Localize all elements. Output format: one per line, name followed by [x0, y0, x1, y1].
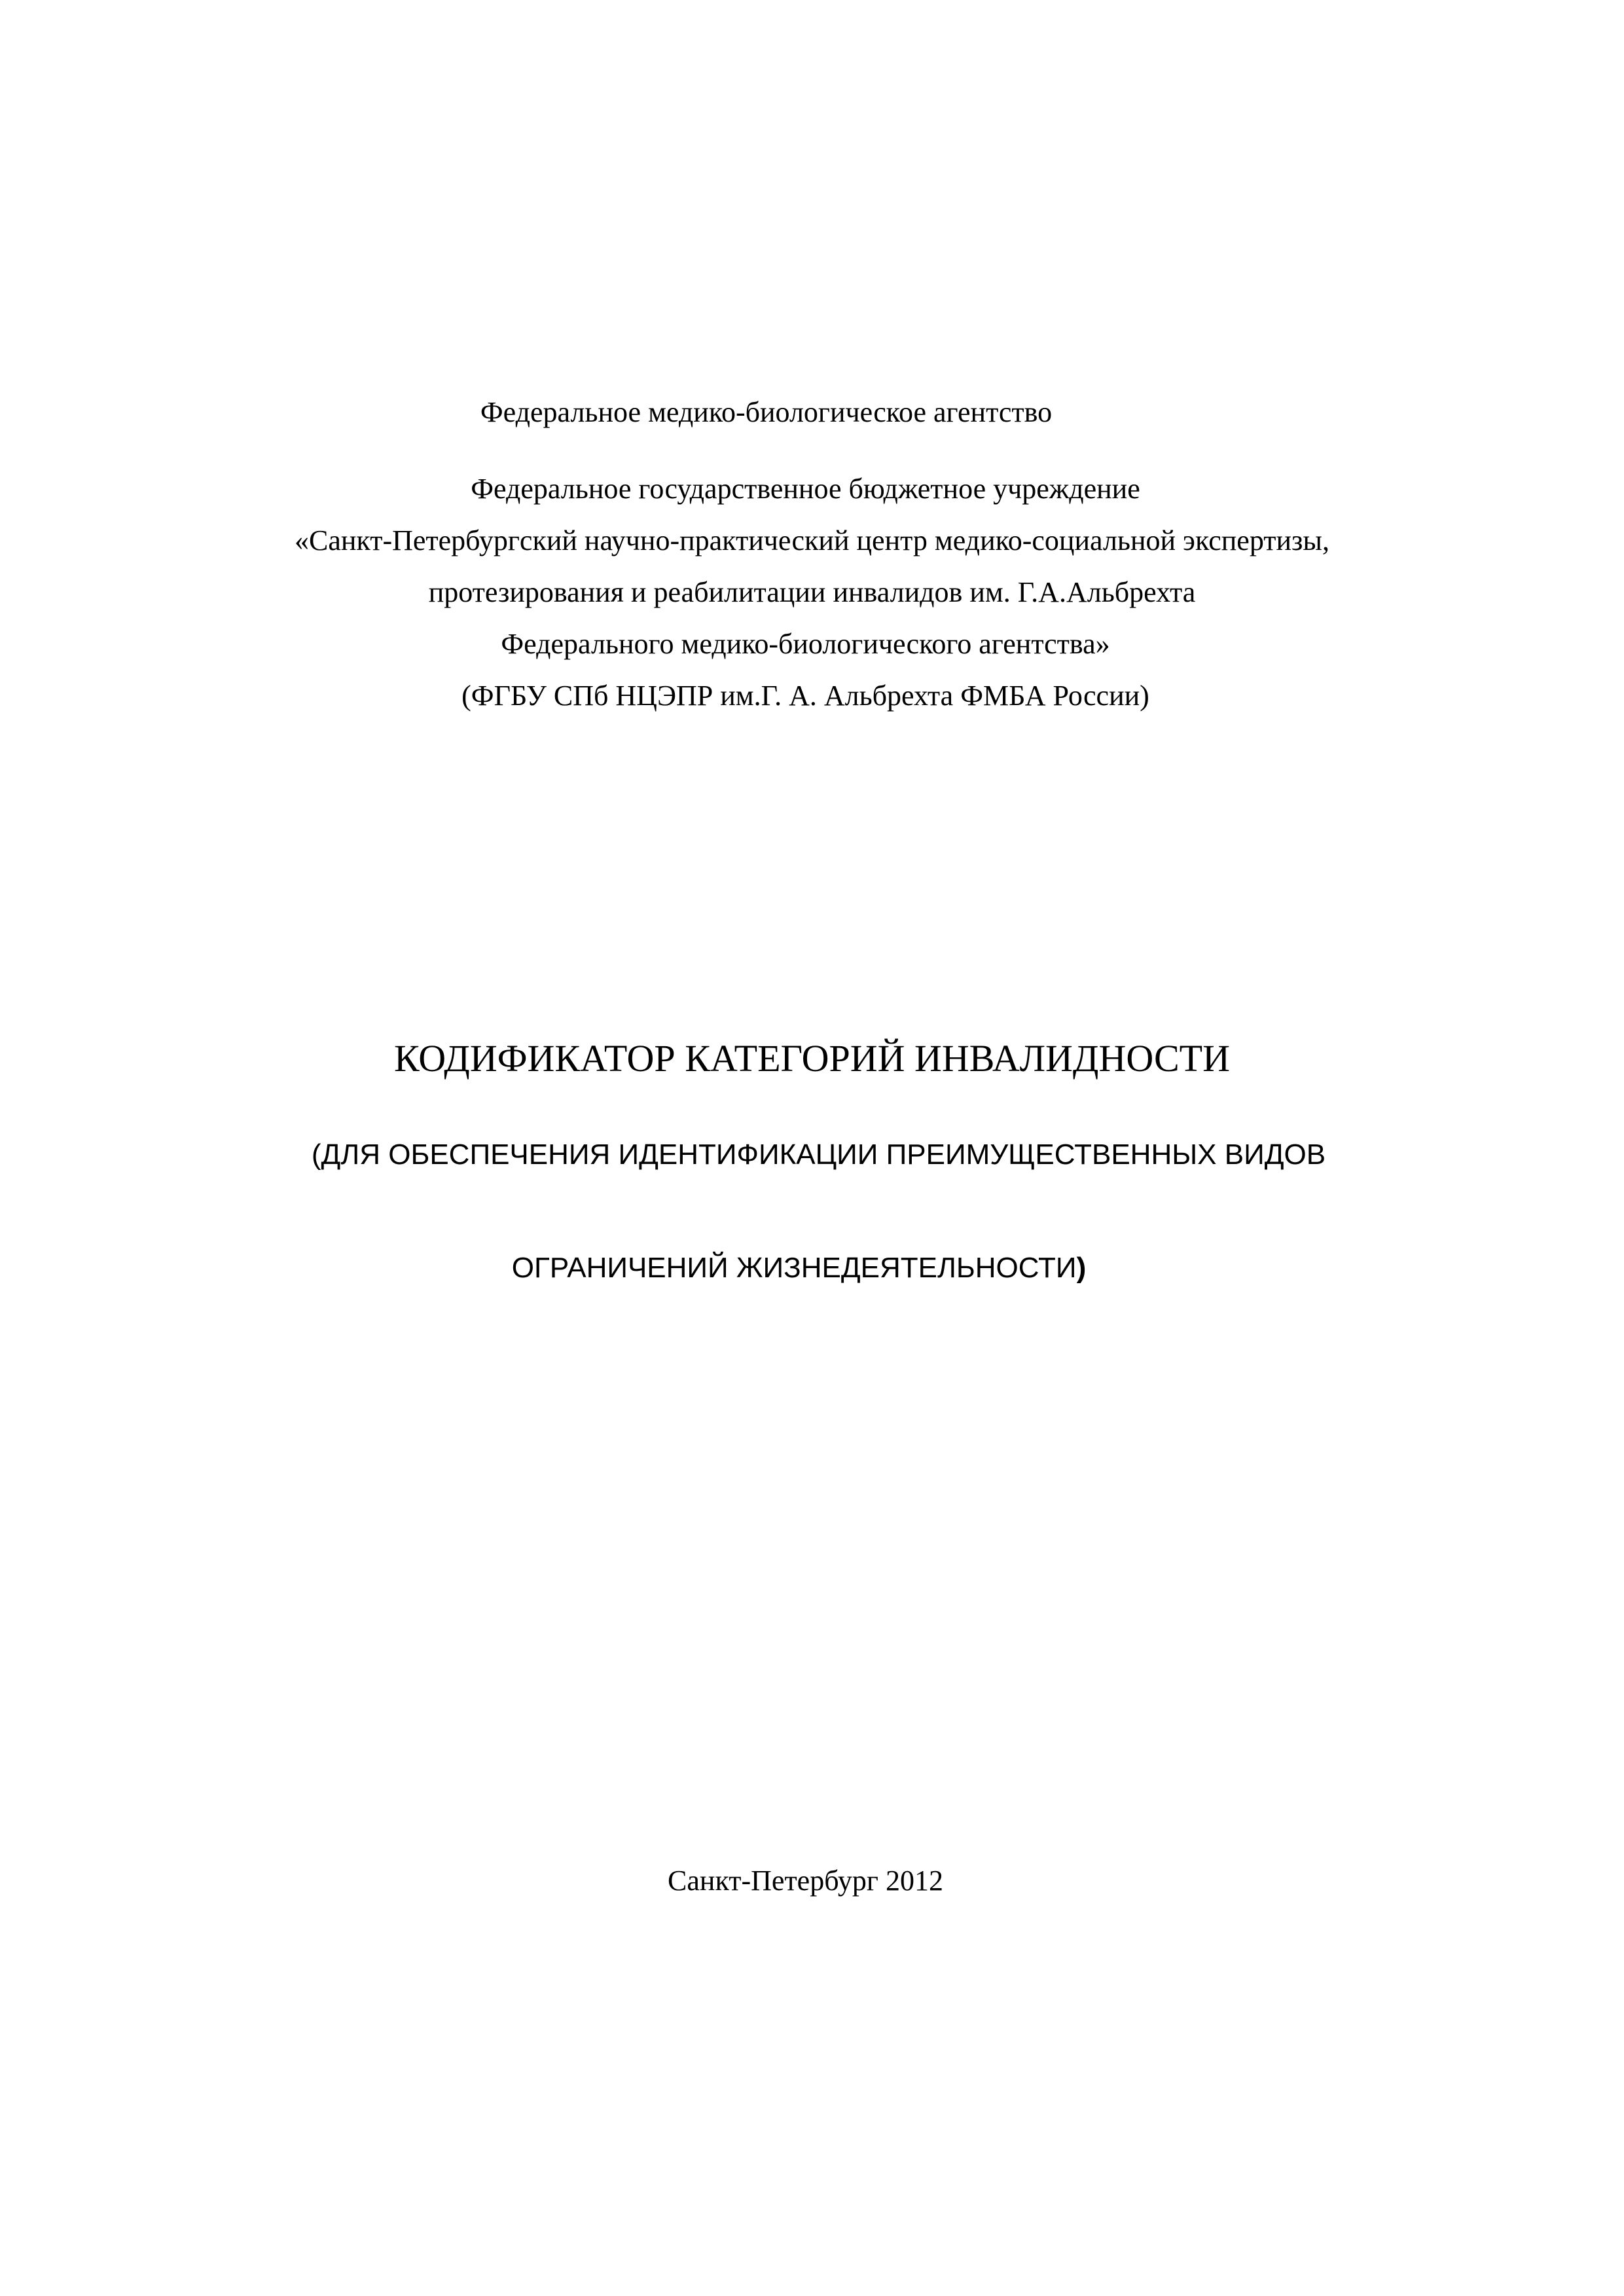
institution-line-4: Федерального медико-биологического агентства» — [501, 628, 1110, 660]
subtitle-closing-paren: ) — [1076, 1252, 1087, 1284]
document-title: КОДИФИКАТОР КАТЕГОРИЙ ИНВАЛИДНОСТИ — [394, 1037, 1230, 1080]
institution-line-2: «Санкт-Петербургский научно-практический центр медико-социальной экспертизы, — [295, 524, 1329, 556]
subtitle-line-1: (ДЛЯ ОБЕСПЕЧЕНИЯ ИДЕНТИФИКАЦИИ ПРЕИМУЩЕСТВЕННЫХ ВИДОВ — [311, 1139, 1326, 1171]
institution-line-1: Федеральное государственное бюджетное учреждение — [471, 473, 1140, 505]
institution-abbreviation: (ФГБУ СПб НЦЭПР им.Г. А. Альбрехта ФМБА России) — [461, 680, 1149, 712]
subtitle-line-2 — [0, 1254, 1624, 1283]
institution-line-3: протезирования и реабилитации инвалидов им. Г.А.Альбрехта — [428, 576, 1196, 608]
subtitle-line-2-text: ОГРАНИЧЕНИЙ ЖИЗНЕДЕЯТЕЛЬНОСТИ — [511, 1252, 1077, 1284]
agency-name: Федеральное медико-биологическое агентство — [480, 396, 1053, 428]
place-and-year: Санкт-Петербург 2012 — [668, 1865, 943, 1897]
